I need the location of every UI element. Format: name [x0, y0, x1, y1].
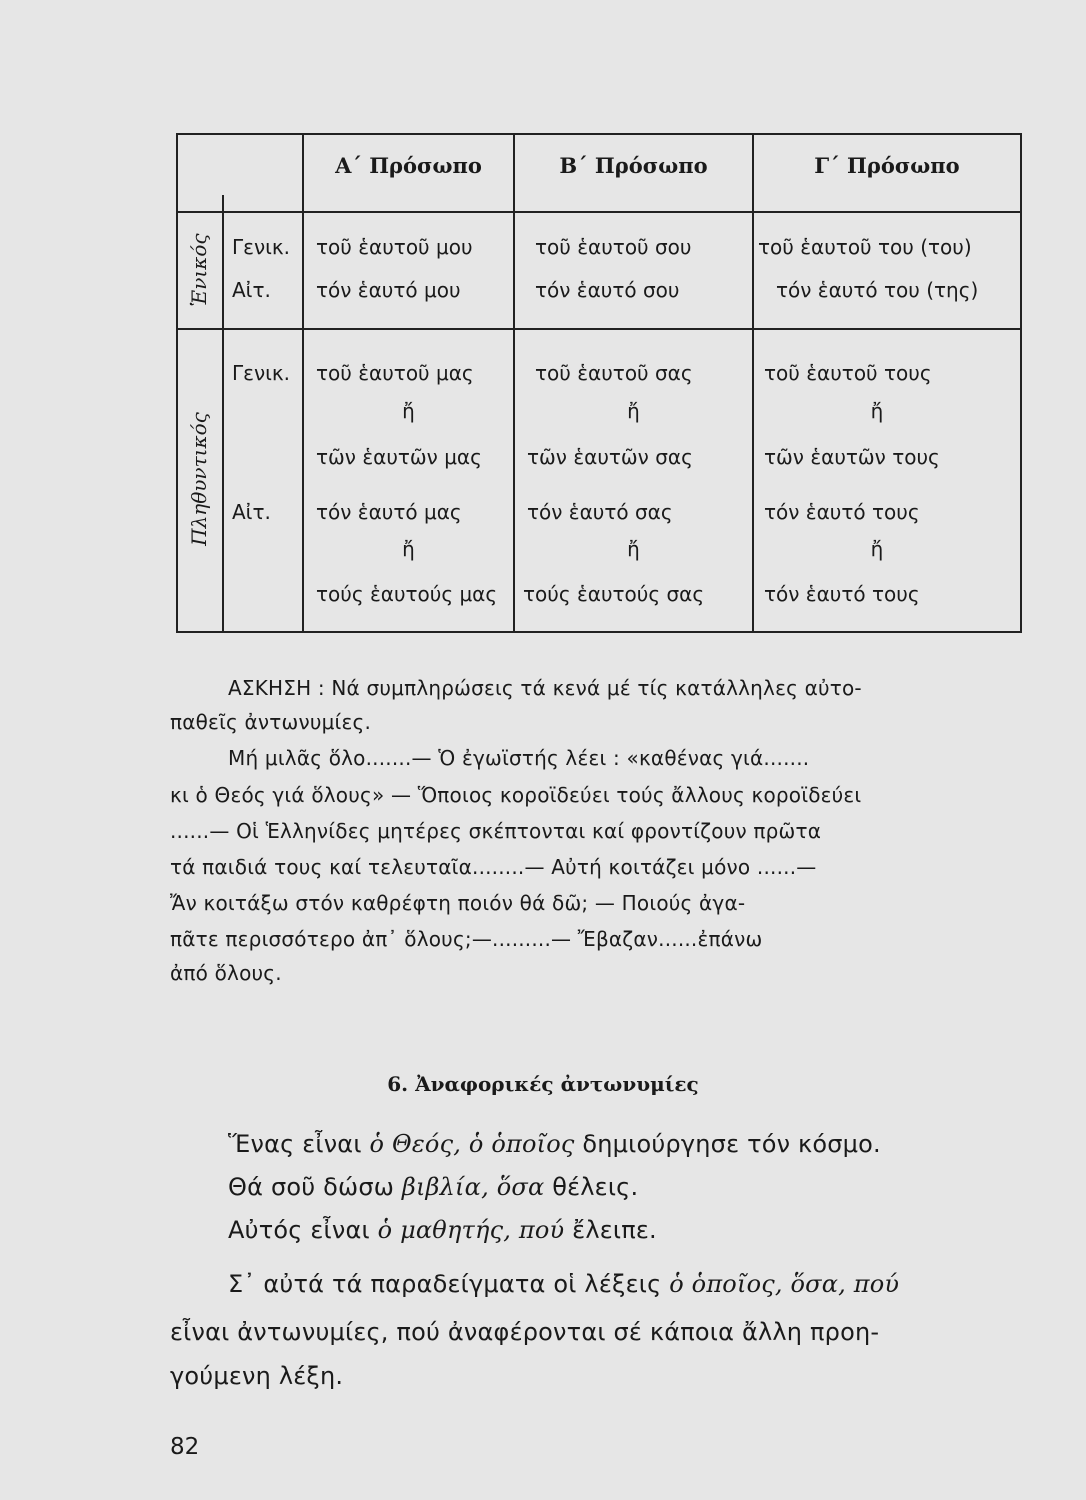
or-word: ἤ — [402, 399, 415, 423]
plural-acc-alt-3: τόν ἑαυτό τους — [764, 582, 920, 606]
emphasized-text: ὁ Θεός, ὁ ὁποῖος — [369, 1130, 575, 1158]
plural-label: Πληθυντικός — [187, 412, 211, 546]
plural-gen-2: τοῦ ἑαυτοῦ σας — [535, 361, 693, 385]
emphasized-text: βιβλία, ὅσα — [401, 1173, 545, 1201]
text-run: Σ᾿ αὐτά τά παραδείγματα οἱ λέξεις — [228, 1270, 670, 1298]
exercise-line: κι ὁ Θεός γιά ὅλους» — Ὅποιος κοροϊδεύει τούς ἄλλους κοροϊδεύει — [170, 783, 862, 807]
exercise-line: τά παιδιά τους καί τελευταῖα........— Αὐτή κοιτάζει μόνο ......— — [170, 855, 817, 879]
example-sentence-3 — [228, 1216, 657, 1244]
or-word: ἤ — [870, 399, 884, 423]
header-third-person: Γ΄ Πρόσωπο — [814, 153, 960, 178]
plural-acc-3: τόν ἑαυτό τους — [764, 500, 920, 524]
plural-acc-alt-2: τούς ἑαυτούς σας — [523, 582, 705, 606]
exercise-line: πᾶτε περισσότερο ἀπ᾿ ὅλους;—.........— Ἔβαζαν......ἐπάνω — [170, 927, 763, 951]
explanation-line-3: γούμενη λέξη. — [170, 1362, 344, 1390]
example-sentence-2 — [228, 1173, 638, 1201]
header-second-person: Β΄ Πρόσωπο — [559, 153, 708, 178]
singular-acc-2: τόν ἑαυτό σου — [535, 278, 680, 302]
or-word: ἤ — [870, 537, 884, 561]
case-label-genitive: Γενικ. — [232, 235, 291, 259]
singular-label: Ἑνικός — [187, 233, 211, 307]
explanation-line-1 — [228, 1270, 899, 1298]
plural-acc-alt-1: τούς ἑαυτούς μας — [316, 582, 498, 606]
page-number: 82 — [170, 1434, 200, 1460]
table-divider — [222, 195, 224, 633]
plural-gen-alt-3: τῶν ἑαυτῶν τους — [764, 445, 940, 469]
table-divider — [178, 211, 1020, 213]
or-word: ἤ — [627, 399, 640, 423]
singular-acc-1: τόν ἑαυτό μου — [316, 278, 461, 302]
text-run: δημιούργησε τόν κόσμο. — [574, 1130, 881, 1158]
text-run: Θά σοῦ δώσω — [228, 1173, 402, 1201]
section-heading: 6. Ἀναφορικές ἀντωνυμίες — [387, 1072, 699, 1096]
plural-acc-1: τόν ἑαυτό μας — [316, 500, 462, 524]
case-label-accusative: Αἰτ. — [232, 500, 271, 524]
plural-gen-alt-2: τῶν ἑαυτῶν σας — [527, 445, 693, 469]
exercise-line: ΑΣΚΗΣΗ : Νά συμπληρώσεις τά κενά μέ τίς κατάλληλες αὐτο- — [228, 676, 862, 700]
text-run: ἔλειπε. — [564, 1216, 657, 1244]
emphasized-text: ὁ ὁποῖος, ὅσα, πού — [669, 1270, 900, 1298]
exercise-line: ......— Οἱ Ἑλληνίδες μητέρες σκέπτονται καί φροντίζουν πρῶτα — [170, 819, 822, 843]
singular-acc-3: τόν ἑαυτό του (της) — [776, 278, 979, 302]
exercise-line: ἀπό ὅλους. — [170, 961, 282, 985]
text-run: Αὐτός εἶναι — [228, 1216, 378, 1244]
case-label-accusative: Αἰτ. — [232, 278, 271, 302]
singular-gen-1: τοῦ ἑαυτοῦ μου — [316, 235, 473, 259]
exercise-line: παθεῖς ἀντωνυμίες. — [170, 710, 372, 734]
or-word: ἤ — [627, 537, 640, 561]
explanation-line-2: εἶναι ἀντωνυμίες, πού ἀναφέρονται σέ κάποια ἄλλη προη- — [170, 1318, 880, 1346]
case-label-genitive: Γενικ. — [232, 361, 291, 385]
plural-gen-3: τοῦ ἑαυτοῦ τους — [764, 361, 932, 385]
emphasized-text: ὁ μαθητής, πού — [377, 1216, 565, 1244]
or-word: ἤ — [402, 537, 415, 561]
header-first-person: Α΄ Πρόσωπο — [335, 153, 482, 178]
text-run: Ἕνας εἶναι — [228, 1130, 370, 1158]
plural-gen-alt-1: τῶν ἑαυτῶν μας — [316, 445, 482, 469]
exercise-line: Ἄν κοιτάξω στόν καθρέφτη ποιόν θά δῶ; — Ποιούς ἀγα- — [170, 891, 746, 915]
example-sentence-1 — [228, 1130, 881, 1158]
exercise-line: Μή μιλᾶς ὅλο.......— Ὁ ἐγωϊστής λέει : «καθένας γιά....... — [228, 746, 810, 770]
text-run: θέλεις. — [544, 1173, 639, 1201]
plural-gen-1: τοῦ ἑαυτοῦ μας — [316, 361, 474, 385]
singular-gen-2: τοῦ ἑαυτοῦ σου — [535, 235, 692, 259]
plural-acc-2: τόν ἑαυτό σας — [527, 500, 673, 524]
reflexive-pronoun-table — [176, 133, 1022, 633]
singular-gen-3: τοῦ ἑαυτοῦ του (του) — [758, 235, 972, 259]
table-divider — [178, 328, 1020, 330]
